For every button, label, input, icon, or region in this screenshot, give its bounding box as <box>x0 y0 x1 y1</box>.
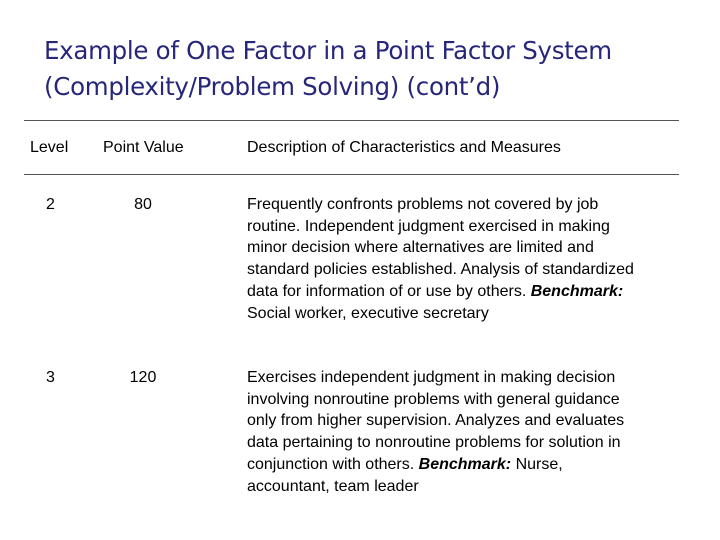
row-2-description <box>247 367 692 497</box>
row-2-description-line: only from higher supervision. Analyzes and evaluates <box>247 412 625 430</box>
table-header-rule <box>24 174 679 175</box>
row-2-description-line: data pertaining to nonroutine problems for solution in <box>247 434 621 452</box>
row-1-description <box>247 194 692 324</box>
row-1-point-value: 80 <box>134 196 152 213</box>
row-1-description-line: minor decision where alternatives are limited and <box>247 239 594 257</box>
row-1-description-line-with-label <box>247 281 692 303</box>
row-2-description-line: Exercises independent judgment in making decision <box>247 369 616 386</box>
row-2-description-line: involving nonroutine problems with general guidance <box>247 390 620 408</box>
row-1-description-line: standard policies established. Analysis of standardized <box>247 261 634 279</box>
row-1-benchmark: Social worker, executive secretary <box>247 304 489 322</box>
row-2-description-text: conjunction with others. <box>247 455 415 473</box>
slide-title-line-2: (Complexity/Problem Solving) (cont’d) <box>44 72 501 101</box>
slide-title <box>44 33 704 105</box>
header-point-value: Point Value <box>103 139 184 156</box>
header-description: Description of Characteristics and Measures <box>247 139 561 156</box>
table-top-rule <box>24 120 679 121</box>
row-1-description-line: Frequently confronts problems not covered by job <box>247 196 599 213</box>
row-2-benchmark: accountant, team leader <box>247 477 419 495</box>
row-1-benchmark-label: Benchmark: <box>530 282 624 300</box>
row-2-benchmark-inline: Nurse, <box>515 455 563 473</box>
row-1-description-text: data for information of or use by others. <box>247 282 527 300</box>
row-1-description-line: routine. Independent judgment exercised in making <box>247 217 610 235</box>
row-2-description-line-with-label <box>247 454 692 476</box>
row-1-level: 2 <box>46 196 55 213</box>
slide-title-line-1: Example of One Factor in a Point Factor System <box>44 36 612 65</box>
header-level: Level <box>30 139 69 156</box>
row-2-level: 3 <box>46 369 55 386</box>
row-2-benchmark-label: Benchmark: <box>418 455 512 473</box>
row-2-point-value: 120 <box>129 369 157 386</box>
